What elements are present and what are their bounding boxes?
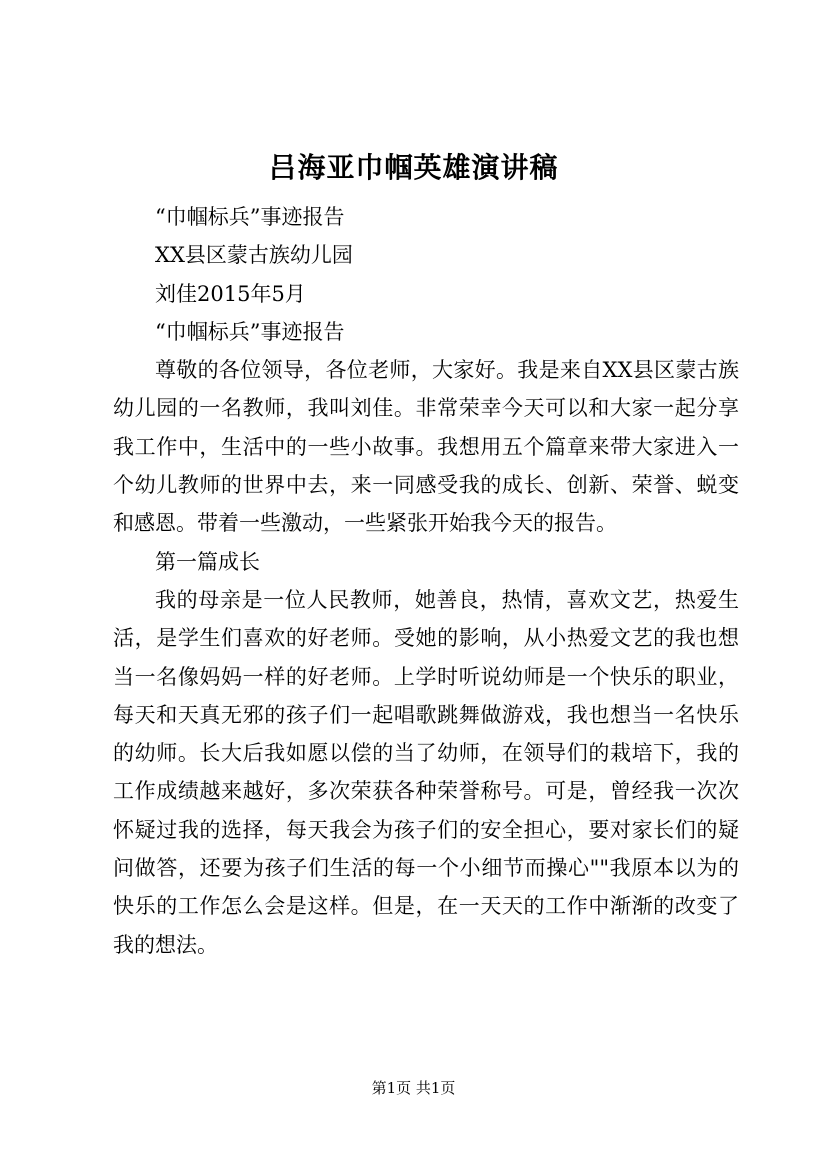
document-title: 吕海亚巾帼英雄演讲稿 [268,151,559,184]
paragraph-story: 我的母亲是一位人民教师，她善良，热情，喜欢文艺，热爱生活，是学生们喜欢的好老师。受她的影响，从小热爱文艺的我也想当一名像妈妈一样的好老师。上学时听说幼师是一个快乐的职业，每天和天真无邪的孩子们一起唱歌跳舞做游戏，我也想当一名快乐的幼师。长大后我如愿以偿的当了幼师，在领导们的栽培下，我的工作成绩越来越好，多次荣获各种荣誉称号。可是，曾经我一次次怀疑过我的选择，每天我会为孩子们的安全担心，要对家长们的疑问做答，还要为孩子们生活的每一个小细节而操心""我原本以为的快乐的工作怎么会是这样。但是，在一天天的工作中渐渐的改变了我的想法。 [113,587,739,957]
paragraph-school: XX县区蒙古族幼儿园 [155,243,353,268]
paragraph-heading-2: “巾帼标兵”事迹报告 [155,319,345,344]
paragraph-heading-1: “巾帼标兵”事迹报告 [155,205,345,229]
page-footer: 第1页 共1页 [371,1079,456,1097]
document-body [113,198,739,964]
paragraph-section-title: 第一篇成长 [155,549,260,574]
paragraph-author-date: 刘佳2015年5月 [155,281,306,306]
paragraph-greeting: 尊敬的各位领导，各位老师，大家好。我是来自XX县区蒙古族幼儿园的一名教师，我叫刘佳。非常荣幸今天可以和大家一起分享我工作中，生活中的一些小故事。我想用五个篇章来带大家进入一个幼儿教师的世界中去，来一同感受我的成长、创新、荣誉、蜕变和感恩。带着一些激动，一些紧张开始我今天的报告。 [113,358,739,536]
